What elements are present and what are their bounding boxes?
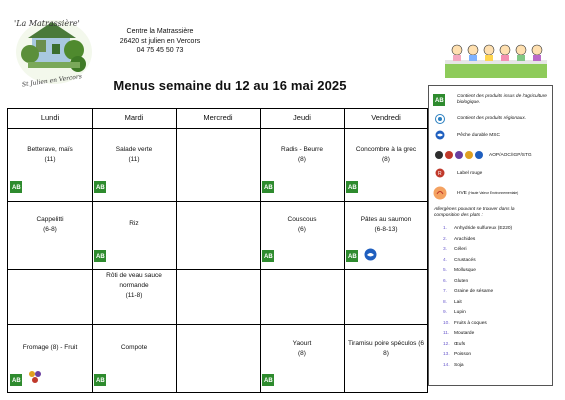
menu-item: Concombre à la grec (8) bbox=[355, 146, 417, 163]
label-rouge-icon bbox=[435, 168, 445, 178]
allergen-name: Crustacés bbox=[454, 257, 476, 263]
regional-icon bbox=[435, 114, 445, 124]
phone-number: 04 75 45 50 73 bbox=[136, 47, 184, 54]
allergen-number: 7. bbox=[443, 289, 448, 294]
allergen-name: Fruits à coques bbox=[454, 320, 487, 326]
address-line-2: 26420 st julien en Vercors bbox=[119, 37, 201, 45]
day-header-jeudi: Jeudi bbox=[293, 113, 311, 122]
bio-ab-icon bbox=[262, 249, 274, 261]
children-illustration bbox=[441, 40, 551, 80]
allergen-name: Poisson bbox=[454, 352, 472, 357]
menu-item: Pâtes au saumon (6-8-13) bbox=[360, 216, 412, 233]
logo-text-top: 'La Matrassière' bbox=[14, 19, 80, 28]
menu-item: Betterave, maïs (11) bbox=[27, 146, 73, 163]
svg-text:AB: AB bbox=[96, 185, 105, 191]
day-header-lundi: Lundi bbox=[40, 113, 60, 122]
svg-text:AB: AB bbox=[264, 185, 273, 191]
centre-logo bbox=[8, 10, 100, 88]
svg-text:R: R bbox=[438, 171, 442, 177]
menu-item: Salade verte (11) bbox=[115, 146, 153, 163]
menu-item: Radis - Beurre (8) bbox=[281, 146, 323, 163]
svg-text:AB: AB bbox=[264, 378, 273, 384]
svg-text:AB: AB bbox=[435, 98, 444, 104]
menu-item: Tiramisu poire spéculos (6 8) bbox=[348, 340, 424, 357]
bio-ab-icon bbox=[346, 180, 358, 192]
menu-item: Fromage (8) - Fruit bbox=[22, 344, 78, 351]
menu-grid bbox=[7, 108, 428, 393]
allergen-intro: Allergènes pouvant se trouver dans la composition des plats : bbox=[434, 207, 515, 218]
svg-text:AB: AB bbox=[12, 378, 21, 384]
day-header-mardi: Mardi bbox=[124, 113, 144, 122]
bio-ab-icon bbox=[262, 180, 274, 192]
svg-text:AB: AB bbox=[348, 254, 357, 260]
allergen-name: Anhydride sulfureux (E220) bbox=[454, 226, 513, 231]
msc-icon bbox=[364, 248, 377, 261]
allergen-number: 9. bbox=[443, 310, 448, 315]
svg-text:AB: AB bbox=[12, 185, 21, 191]
legend-aop: AOP/AOC/IGP/STG bbox=[489, 153, 532, 158]
allergen-name: Mollusque bbox=[454, 268, 476, 273]
menu-item: Yaourt (8) bbox=[292, 340, 312, 357]
allergen-name: Œufs bbox=[454, 341, 466, 347]
allergen-number: 11. bbox=[443, 331, 450, 336]
bio-ab-icon bbox=[94, 180, 106, 192]
svg-text:AB: AB bbox=[348, 185, 357, 191]
hve-icon bbox=[433, 186, 447, 200]
menu-item: Rôti de veau sauce normande (11-8) bbox=[106, 272, 162, 299]
aop-label-icon bbox=[28, 370, 42, 384]
legend-hve: HVE (Haute Valeur Environnementale) bbox=[457, 191, 519, 196]
legend-panel bbox=[428, 85, 553, 386]
allergen-name: Lupin bbox=[454, 310, 466, 315]
bio-ab-icon bbox=[94, 249, 106, 261]
aop-labels-icon bbox=[434, 150, 484, 160]
svg-text:AB: AB bbox=[96, 254, 105, 260]
legend-bio: Contient des produits issus de l'agriculture biologique. bbox=[457, 94, 547, 105]
legend-regional: Contient des produits régionaux. bbox=[457, 116, 527, 121]
allergen-number: 6. bbox=[443, 278, 448, 284]
menu-item: Riz bbox=[129, 220, 139, 227]
menu-item: Couscous (6) bbox=[287, 216, 317, 233]
allergen-number: 14. bbox=[443, 362, 450, 368]
menu-item: Cappelitti (6-8) bbox=[36, 216, 64, 233]
bio-ab-icon bbox=[10, 180, 22, 192]
allergen-number: 3. bbox=[443, 247, 448, 252]
allergen-number: 1. bbox=[443, 226, 448, 231]
bio-ab-icon bbox=[346, 249, 358, 261]
allergen-number: 8. bbox=[443, 299, 448, 305]
bio-ab-icon bbox=[433, 94, 445, 106]
msc-icon bbox=[435, 130, 445, 140]
svg-text:AB: AB bbox=[264, 254, 273, 260]
address-block bbox=[100, 27, 220, 56]
legend-msc: Pêche durable MSC bbox=[457, 133, 500, 138]
allergen-number: 13. bbox=[443, 352, 450, 357]
bio-ab-icon bbox=[10, 373, 22, 385]
allergen-name: Gluten bbox=[454, 278, 469, 284]
address-line-1: Centre la Matrassière bbox=[126, 28, 194, 35]
menu-item: Compote bbox=[120, 344, 148, 351]
legend-label-rouge: Label rouge bbox=[457, 171, 483, 176]
allergen-number: 10. bbox=[443, 320, 450, 326]
allergen-number: 5. bbox=[443, 268, 448, 273]
allergen-name: Céleri bbox=[454, 247, 467, 252]
allergen-number: 2. bbox=[443, 236, 448, 242]
bio-ab-icon bbox=[94, 373, 106, 385]
allergen-name: Arachides bbox=[454, 236, 476, 242]
bio-ab-icon bbox=[262, 373, 274, 385]
day-header-mercredi: Mercredi bbox=[203, 113, 233, 122]
allergen-number: 12. bbox=[443, 341, 450, 347]
allergen-number: 4. bbox=[443, 257, 448, 263]
allergen-name: Soja bbox=[454, 362, 464, 368]
allergen-name: Moutarde bbox=[454, 331, 475, 336]
logo-text-bottom: St Julien en Vercors bbox=[21, 73, 83, 88]
page-title: Menus semaine du 12 au 16 mai 2025 bbox=[113, 78, 347, 93]
day-header-vendredi: Vendredi bbox=[371, 113, 401, 122]
allergen-name: Lait bbox=[454, 299, 462, 305]
allergen-name: Graine de sésame bbox=[454, 289, 494, 294]
svg-text:AB: AB bbox=[96, 378, 105, 384]
